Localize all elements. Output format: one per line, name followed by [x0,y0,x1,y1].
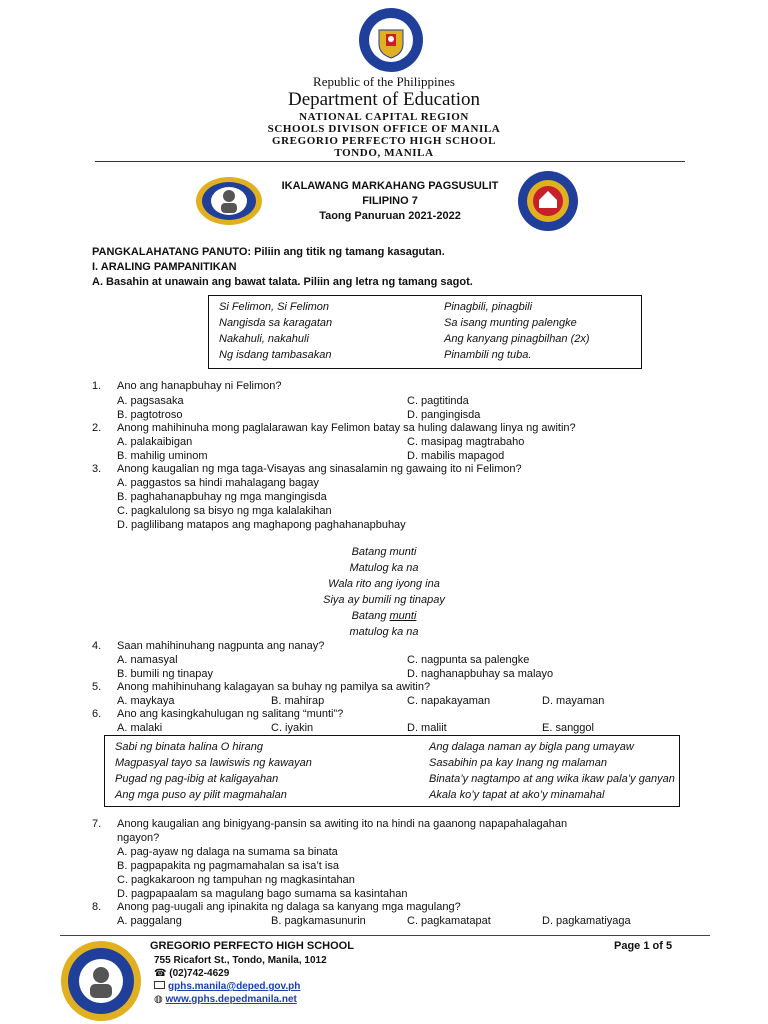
choice-d: D. pangingisda [407,409,481,421]
location-line: TONDO, MANILA [334,147,434,159]
poem-line: Ang dalaga naman ay bigla pang umayaw [429,741,634,753]
footer-school-logo-icon [60,940,142,1022]
footer-email[interactable]: gphs.manila@deped.gov.ph [154,981,300,992]
school-line: GREGORIO PERFECTO HIGH SCHOOL [271,135,497,147]
choice-a: A. namasyal [117,654,178,666]
choice-d: D. paglilibang matapos ang maghapong paghahanapbuhay [117,519,406,531]
question-number: 4. [92,640,102,652]
choice-c: C. nagpunta sa palengke [407,654,530,666]
deped-seal-icon [357,6,425,74]
choice-b: B. paghahanapbuhay ng mga mangingisda [117,491,327,503]
question-text-continued: ngayon? [117,832,160,844]
choice-b: B. pagpapakita ng pagmamahalan sa isa’t isa [117,860,339,872]
question-text: Ano ang hanapbuhay ni Felimon? [117,380,282,392]
poem-line: Si Felimon, Si Felimon [219,301,330,313]
poem-line: Akala ko’y tapat at ako’y minamahal [429,789,605,801]
poem-line: Magpasyal tayo sa lawiswis ng kawayan [115,757,312,769]
question-text: Saan mahihinuhang nagpunta ang nanay? [117,640,325,652]
globe-icon: ◍ [154,994,166,1005]
division-line: SCHOOLS DIVISON OFFICE OF MANILA [267,123,501,135]
choice-d: D. pagpapaalam sa magulang bago sumama sa kasintahan [117,888,408,900]
poem-line: Binata’y nagtampo at ang wika ikaw pala’y ganyan [429,773,675,785]
question-number: 5. [92,681,102,693]
question-number: 6. [92,708,102,720]
choice-a: A. paggastos sa hindi mahalagang bagay [117,477,319,489]
question-text: Anong mahihinuhang kalagayan sa buhay ng pamilya sa awitin? [117,681,431,693]
page-number: Page 1 of 5 [614,940,673,952]
question-text: Anong pag-uugali ang ipinakita ng dalaga sa kanyang mga magulang? [117,901,461,913]
poem-line: Sabi ng binata halina O hirang [115,741,263,753]
choice-c: C. masipag magtrabaho [407,436,525,448]
general-instructions: PANGKALAHATANG PANUTO: Piliin ang titik ng tamang kasagutan. [92,246,445,258]
phone-icon: ☎ [154,968,170,979]
poem-line: Batang munti [351,546,417,558]
poem-line: matulog ka na [349,626,419,638]
exam-subject: FILIPINO 7 [362,195,418,207]
poem-line: Sasabihin pa kay Inang ng malaman [429,757,607,769]
footer-address: 755 Ricafort St., Tondo, Manila, 1012 [154,955,327,966]
footer-school-name: GREGORIO PERFECTO HIGH SCHOOL [150,940,354,952]
choice-b: B. mahilig uminom [117,450,208,462]
choice-b: B. pagkamasunurin [271,915,366,927]
choice-d: D. mayaman [542,695,605,707]
choice-d: D. pagkamatiyaga [542,915,631,927]
poem-line: Siya ay bumili ng tinapay [323,594,445,606]
header-divider [95,161,685,162]
choice-a: A. malaki [117,722,163,734]
question-text: Ano ang kasingkahulugan ng salitang “munti”? [117,708,344,720]
choice-c: C. pagkamatapat [407,915,491,927]
email-icon [154,981,165,989]
footer-phone: ☎ (02)742-4629 [154,968,230,979]
sub-instructions: A. Basahin at unawain ang bawat talata. Piliin ang letra ng tamang sagot. [92,276,473,288]
question-text: Anong kaugalian ng mga taga-Visayas ang sinasalamin ng gawaing ito ni Felimon? [117,463,522,475]
poem-line: Wala rito ang iyong ina [328,578,440,590]
question-number: 8. [92,901,102,913]
poem-line: Nakahuli, nakahuli [219,333,309,345]
poem-line: Ng isdang tambasakan [219,349,332,361]
region-line: NATIONAL CAPITAL REGION [299,111,469,123]
question-text: Anong kaugalian ang binigyang-pansin sa awiting ito na hindi na gaanong napapahalagahan [117,818,568,830]
choice-a: A. pag-ayaw ng dalaga na sumama sa binata [117,846,338,858]
question-number: 3. [92,463,102,475]
poem-line: Sa isang munting palengke [444,317,577,329]
question-number: 2. [92,422,102,434]
choice-b: B. bumili ng tinapay [117,668,213,680]
choice-a: A. maykaya [117,695,175,707]
choice-b: B. pagtotroso [117,409,183,421]
poem-line: Ang kanyang pinagbilhan (2x) [444,333,590,345]
department-title: Department of Education [287,89,481,110]
choice-a: A. palakaibigan [117,436,193,448]
footer-website[interactable]: ◍ www.gphs.depedmanila.net [154,994,297,1005]
poem-line: Batang munti [351,610,417,622]
section-heading: I. ARALING PAMPANITIKAN [92,261,237,273]
poem-line: Pinagbili, pinagbili [444,301,533,313]
choice-b: B. mahirap [271,695,325,707]
choice-a: A. paggalang [117,915,182,927]
poem-line: Matulog ka na [349,562,419,574]
poem-line: Nangisda sa karagatan [219,317,333,329]
choice-e: E. sanggol [542,722,594,734]
choice-c: C. pagkakaroon ng tampuhan ng magkasintahan [117,874,355,886]
footer-divider [60,935,710,936]
choice-a: A. pagsasaka [117,395,184,407]
underlined-word: munti [389,610,417,622]
question-number: 1. [92,380,102,392]
choice-d: D. mabilis mapagod [407,450,505,462]
choice-c: C. pagtitinda [407,395,469,407]
school-year: Taong Panuruan 2021-2022 [319,210,461,222]
choice-d: D. naghanapbuhay sa malayo [407,668,554,680]
choice-c: C. pagkalulong sa bisyo ng mga kalalakihan [117,505,332,517]
poem-line: Pugad ng pag-ibig at kaligayahan [115,773,279,785]
exam-title: IKALAWANG MARKAHANG PAGSUSULIT [281,180,499,192]
choice-c: C. iyakin [271,722,314,734]
poem-line: Ang mga puso ay pilit magmahalan [115,789,287,801]
poem-line: Pinambili ng tuba. [444,349,532,361]
choice-c: C. napakayaman [407,695,491,707]
question-text: Anong mahihinuha mong paglalarawan kay Felimon batay sa huling dalawang linya ng awitin? [117,422,576,434]
republic-line: Republic of the Philippines [313,74,455,89]
question-number: 7. [92,818,102,830]
choice-d: D. maliit [407,722,447,734]
